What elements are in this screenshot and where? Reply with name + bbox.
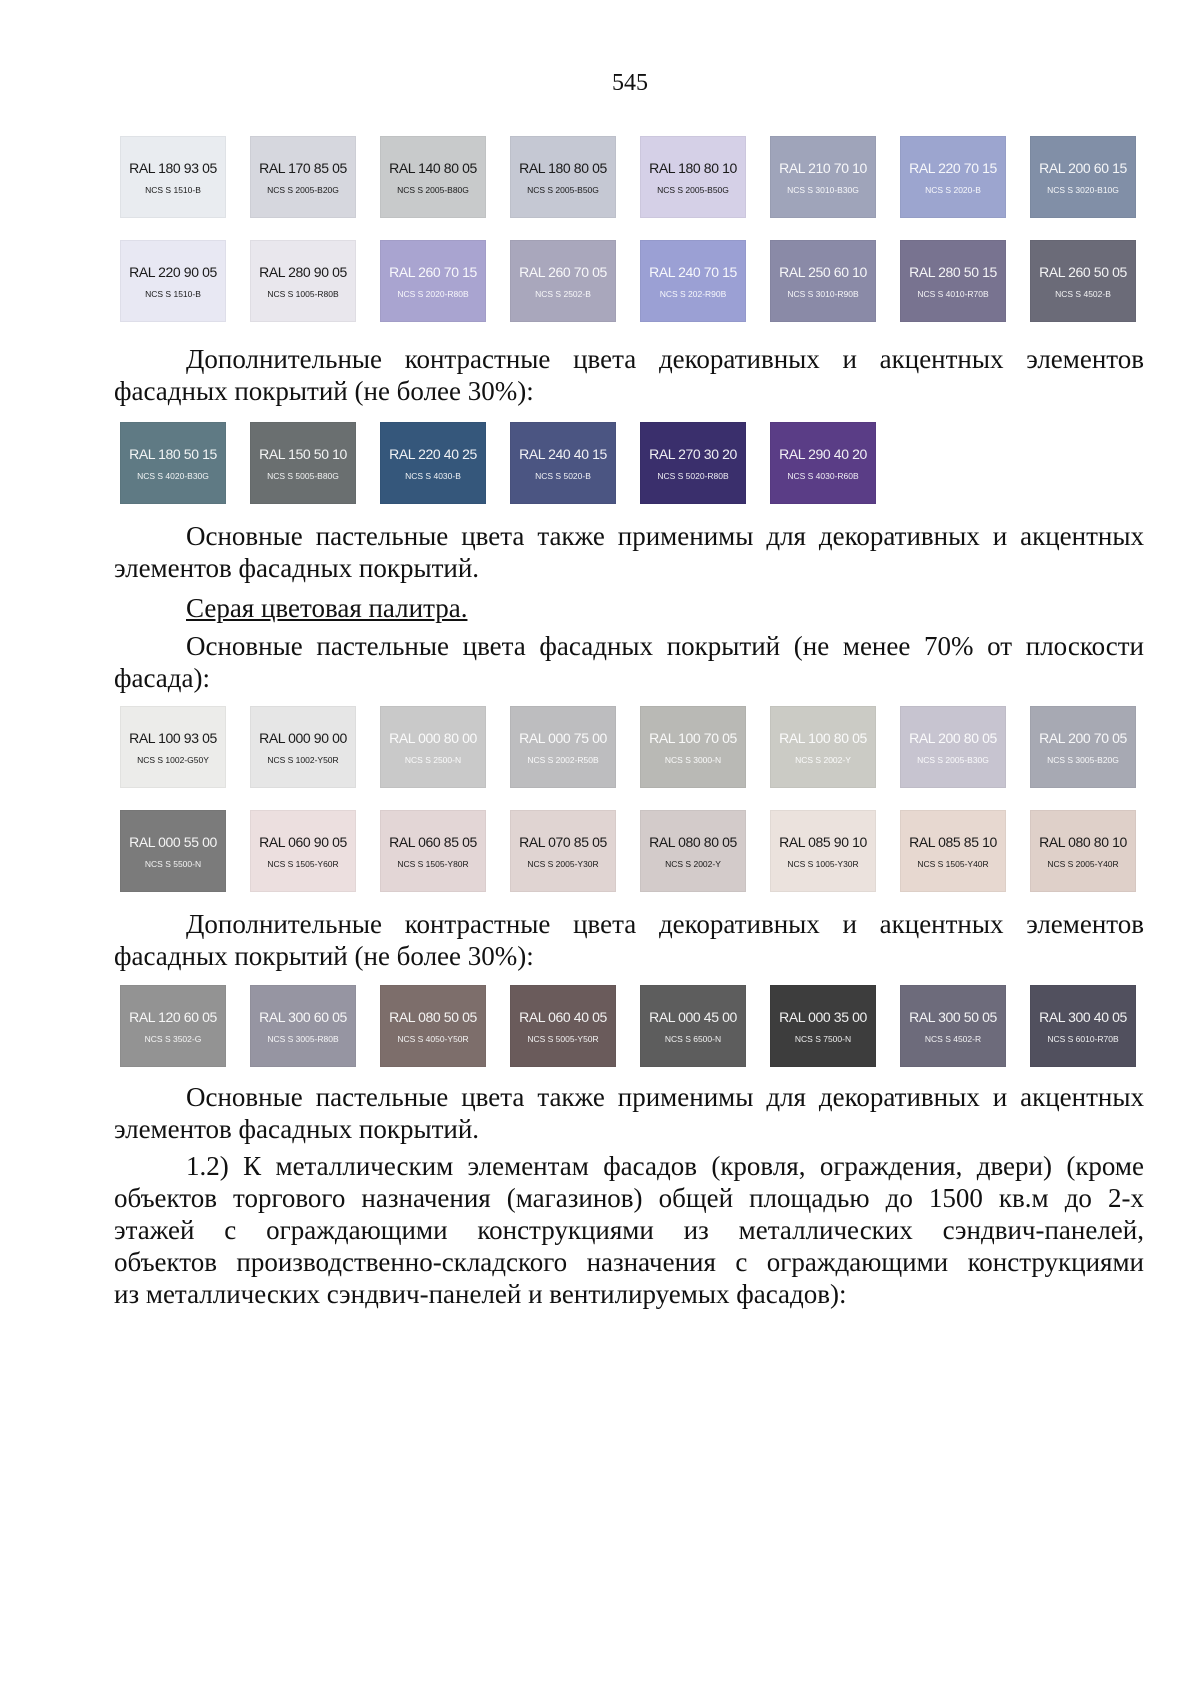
ral-code: RAL 240 70 15 bbox=[649, 263, 737, 280]
ral-code: RAL 000 75 00 bbox=[519, 729, 607, 746]
color-swatch bbox=[250, 422, 356, 504]
color-swatch bbox=[770, 985, 876, 1067]
color-swatch bbox=[250, 136, 356, 218]
ral-code: RAL 000 55 00 bbox=[129, 833, 217, 850]
color-swatch bbox=[510, 985, 616, 1067]
ncs-code: NCS S 1005-R80B bbox=[267, 288, 339, 299]
ral-code: RAL 060 40 05 bbox=[519, 1008, 607, 1025]
ral-code: RAL 085 85 10 bbox=[909, 833, 997, 850]
ncs-code: NCS S 3005-B20G bbox=[1047, 754, 1119, 765]
ncs-code: NCS S 2005-B50G bbox=[657, 184, 729, 195]
section-heading: Серая цветовая палитра. bbox=[186, 593, 468, 623]
palette-grid-gray-contrast bbox=[120, 985, 1136, 1067]
ral-code: RAL 210 70 10 bbox=[779, 159, 867, 176]
text-line: Основные пастельные цвета также применимы для декоративных и акцентных bbox=[186, 521, 1144, 551]
color-swatch bbox=[640, 422, 746, 504]
ncs-code: NCS S 4050-Y50R bbox=[397, 1033, 469, 1044]
paragraph-pastel-applicable-2 bbox=[114, 1081, 1144, 1145]
ral-code: RAL 150 50 10 bbox=[259, 445, 347, 462]
color-swatch bbox=[250, 706, 356, 788]
ral-code: RAL 250 60 10 bbox=[779, 263, 867, 280]
ral-code: RAL 100 70 05 bbox=[649, 729, 737, 746]
color-swatch bbox=[120, 422, 226, 504]
page-number: 545 bbox=[612, 70, 648, 96]
ral-code: RAL 000 45 00 bbox=[649, 1008, 737, 1025]
ncs-code: NCS S 5500-N bbox=[144, 858, 202, 869]
ncs-code: NCS S 3010-R90B bbox=[787, 288, 859, 299]
ral-code: RAL 060 85 05 bbox=[389, 833, 477, 850]
text-line: Основные пастельные цвета фасадных покрытий (не менее 70% от плоскости bbox=[186, 631, 1144, 661]
text-line: фасада): bbox=[114, 663, 210, 693]
ral-code: RAL 180 80 05 bbox=[519, 159, 607, 176]
color-swatch bbox=[900, 136, 1006, 218]
color-swatch bbox=[900, 985, 1006, 1067]
text-line: Основные пастельные цвета также применимы для декоративных и акцентных bbox=[186, 1082, 1144, 1112]
paragraph-additional-colors-1 bbox=[114, 343, 1144, 407]
color-swatch bbox=[640, 810, 746, 892]
color-swatch bbox=[120, 985, 226, 1067]
ncs-code: NCS S 3010-B30G bbox=[787, 184, 859, 195]
ncs-code: NCS S 4030-R60B bbox=[787, 470, 859, 481]
ral-code: RAL 290 40 20 bbox=[779, 445, 867, 462]
ral-code: RAL 180 50 15 bbox=[129, 445, 217, 462]
ral-code: RAL 200 70 05 bbox=[1039, 729, 1127, 746]
ral-code: RAL 070 85 05 bbox=[519, 833, 607, 850]
ncs-code: NCS S 2005-B20G bbox=[267, 184, 339, 195]
ncs-code: NCS S 5005-B80G bbox=[267, 470, 339, 481]
color-swatch bbox=[510, 810, 616, 892]
ncs-code: NCS S 202-R90B bbox=[659, 288, 727, 299]
color-swatch bbox=[1030, 240, 1136, 322]
ral-code: RAL 060 90 05 bbox=[259, 833, 347, 850]
ral-code: RAL 140 80 05 bbox=[389, 159, 477, 176]
paragraph-pastel-main-gray bbox=[114, 630, 1144, 694]
ncs-code: NCS S 2020-B bbox=[925, 184, 981, 195]
ncs-code: NCS S 3000-N bbox=[664, 754, 722, 765]
ral-code: RAL 300 60 05 bbox=[259, 1008, 347, 1025]
ncs-code: NCS S 4010-R70B bbox=[917, 288, 989, 299]
color-swatch bbox=[380, 810, 486, 892]
ncs-code: NCS S 7500-N bbox=[794, 1033, 852, 1044]
ral-code: RAL 200 80 05 bbox=[909, 729, 997, 746]
ral-code: RAL 000 90 00 bbox=[259, 729, 347, 746]
ncs-code: NCS S 4020-B30G bbox=[137, 470, 209, 481]
color-swatch bbox=[120, 706, 226, 788]
color-swatch bbox=[640, 240, 746, 322]
color-swatch bbox=[380, 985, 486, 1067]
ral-code: RAL 170 85 05 bbox=[259, 159, 347, 176]
ral-code: RAL 100 93 05 bbox=[129, 729, 217, 746]
ral-code: RAL 100 80 05 bbox=[779, 729, 867, 746]
color-swatch bbox=[770, 240, 876, 322]
color-swatch bbox=[510, 240, 616, 322]
color-swatch bbox=[1030, 810, 1136, 892]
ral-code: RAL 260 70 15 bbox=[389, 263, 477, 280]
color-swatch bbox=[120, 240, 226, 322]
text-line: Дополнительные контрастные цвета декоративных и акцентных элементов bbox=[186, 909, 1144, 939]
ncs-code: NCS S 6500-N bbox=[664, 1033, 722, 1044]
ral-code: RAL 000 35 00 bbox=[779, 1008, 867, 1025]
color-swatch bbox=[250, 240, 356, 322]
color-swatch bbox=[250, 810, 356, 892]
paragraph-pastel-applicable-1 bbox=[114, 520, 1144, 584]
color-swatch bbox=[250, 985, 356, 1067]
ncs-code: NCS S 2002-Y bbox=[795, 754, 851, 765]
text-line: объектов торгового назначения (магазинов) общей площадью до 1500 кв.м до 2-х bbox=[114, 1183, 1144, 1213]
ncs-code: NCS S 2005-Y30R bbox=[527, 858, 599, 869]
text-line: фасадных покрытий (не более 30%): bbox=[114, 376, 534, 406]
text-line: фасадных покрытий (не более 30%): bbox=[114, 941, 534, 971]
text-line: 1.2) К металлическим элементам фасадов (кровля, ограждения, двери) (кроме bbox=[186, 1151, 1144, 1181]
ral-code: RAL 260 50 05 bbox=[1039, 263, 1127, 280]
ncs-code: NCS S 4502-B bbox=[1055, 288, 1111, 299]
ncs-code: NCS S 5020-R80B bbox=[657, 470, 729, 481]
text-line: объектов производственно-складского назначения с ограждающими конструкциями bbox=[114, 1247, 1144, 1277]
ncs-code: NCS S 2020-R80B bbox=[397, 288, 469, 299]
color-swatch bbox=[380, 706, 486, 788]
ncs-code: NCS S 3502-G bbox=[144, 1033, 202, 1044]
ncs-code: NCS S 6010-R70B bbox=[1047, 1033, 1119, 1044]
ral-code: RAL 270 30 20 bbox=[649, 445, 737, 462]
palette-grid-contrast bbox=[120, 422, 1136, 504]
ncs-code: NCS S 5020-B bbox=[535, 470, 591, 481]
ral-code: RAL 300 50 05 bbox=[909, 1008, 997, 1025]
color-swatch bbox=[770, 810, 876, 892]
ral-code: RAL 220 90 05 bbox=[129, 263, 217, 280]
color-swatch bbox=[120, 136, 226, 218]
palette-grid-gray-main bbox=[120, 706, 1136, 892]
ncs-code: NCS S 2005-B30G bbox=[917, 754, 989, 765]
ncs-code: NCS S 1002-G50Y bbox=[137, 754, 209, 765]
color-swatch bbox=[770, 422, 876, 504]
color-swatch bbox=[640, 136, 746, 218]
ncs-code: NCS S 2502-B bbox=[535, 288, 591, 299]
color-swatch bbox=[1030, 706, 1136, 788]
color-swatch bbox=[900, 240, 1006, 322]
ncs-code: NCS S 1505-Y40R bbox=[917, 858, 989, 869]
text-line: элементов фасадных покрытий. bbox=[114, 553, 480, 583]
ncs-code: NCS S 2500-N bbox=[404, 754, 462, 765]
ncs-code: NCS S 2005-B50G bbox=[527, 184, 599, 195]
ncs-code: NCS S 1510-B bbox=[145, 184, 201, 195]
ncs-code: NCS S 2002-R50B bbox=[527, 754, 599, 765]
paragraph-metal-elements bbox=[114, 1150, 1144, 1310]
text-line: этажей с ограждающими конструкциями из металлических сэндвич-панелей, bbox=[114, 1215, 1144, 1245]
color-swatch bbox=[120, 810, 226, 892]
ral-code: RAL 080 80 10 bbox=[1039, 833, 1127, 850]
color-swatch bbox=[510, 706, 616, 788]
color-swatch bbox=[1030, 136, 1136, 218]
color-swatch bbox=[770, 706, 876, 788]
ncs-code: NCS S 2002-Y bbox=[665, 858, 721, 869]
ncs-code: NCS S 1510-B bbox=[145, 288, 201, 299]
ral-code: RAL 085 90 10 bbox=[779, 833, 867, 850]
color-swatch bbox=[900, 810, 1006, 892]
ncs-code: NCS S 5005-Y50R bbox=[527, 1033, 599, 1044]
text-line: из металлических сэндвич-панелей и вентилируемых фасадов): bbox=[114, 1279, 847, 1309]
color-swatch bbox=[510, 422, 616, 504]
palette-grid-pastel-main bbox=[120, 136, 1136, 322]
color-swatch bbox=[380, 136, 486, 218]
ral-code: RAL 220 70 15 bbox=[909, 159, 997, 176]
ral-code: RAL 180 93 05 bbox=[129, 159, 217, 176]
ral-code: RAL 300 40 05 bbox=[1039, 1008, 1127, 1025]
color-swatch bbox=[380, 422, 486, 504]
ncs-code: NCS S 2005-Y40R bbox=[1047, 858, 1119, 869]
color-swatch bbox=[900, 706, 1006, 788]
ncs-code: NCS S 2005-B80G bbox=[397, 184, 469, 195]
ral-code: RAL 220 40 25 bbox=[389, 445, 477, 462]
color-swatch bbox=[1030, 985, 1136, 1067]
ral-code: RAL 080 80 05 bbox=[649, 833, 737, 850]
ral-code: RAL 080 50 05 bbox=[389, 1008, 477, 1025]
ral-code: RAL 000 80 00 bbox=[389, 729, 477, 746]
text-line: элементов фасадных покрытий. bbox=[114, 1114, 480, 1144]
ral-code: RAL 280 50 15 bbox=[909, 263, 997, 280]
ral-code: RAL 240 40 15 bbox=[519, 445, 607, 462]
color-swatch bbox=[770, 136, 876, 218]
ncs-code: NCS S 1505-Y80R bbox=[397, 858, 469, 869]
text-line: Дополнительные контрастные цвета декоративных и акцентных элементов bbox=[186, 344, 1144, 374]
ncs-code: NCS S 3005-R80B bbox=[267, 1033, 339, 1044]
color-swatch bbox=[380, 240, 486, 322]
paragraph-additional-colors-2 bbox=[114, 908, 1144, 972]
ncs-code: NCS S 1505-Y60R bbox=[267, 858, 339, 869]
ral-code: RAL 200 60 15 bbox=[1039, 159, 1127, 176]
ncs-code: NCS S 1005-Y30R bbox=[787, 858, 859, 869]
ral-code: RAL 260 70 05 bbox=[519, 263, 607, 280]
ncs-code: NCS S 4502-R bbox=[924, 1033, 982, 1044]
color-swatch bbox=[640, 706, 746, 788]
color-swatch bbox=[640, 985, 746, 1067]
ral-code: RAL 180 80 10 bbox=[649, 159, 737, 176]
ral-code: RAL 280 90 05 bbox=[259, 263, 347, 280]
ncs-code: NCS S 1002-Y50R bbox=[267, 754, 339, 765]
heading-gray-palette bbox=[114, 592, 1144, 624]
ncs-code: NCS S 3020-B10G bbox=[1047, 184, 1119, 195]
color-swatch bbox=[510, 136, 616, 218]
ncs-code: NCS S 4030-B bbox=[405, 470, 461, 481]
ral-code: RAL 120 60 05 bbox=[129, 1008, 217, 1025]
